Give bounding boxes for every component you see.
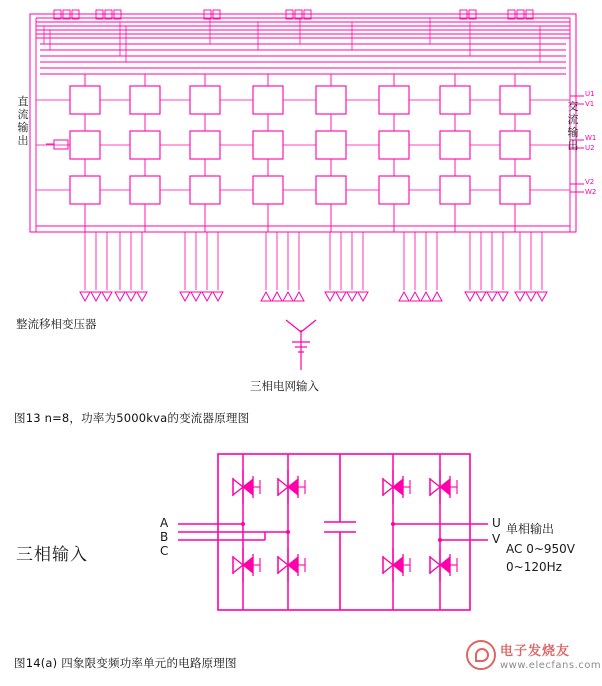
fig13-grid-input-label: 三相电网输入 <box>250 379 319 393</box>
ac-label-char-1: 交 <box>567 100 579 113</box>
watermark <box>466 638 602 682</box>
figure-14-caption: 图14(a) 四象限变频功率单元的电路原理图 <box>14 656 237 670</box>
dc-label-char-3: 输 <box>17 121 29 134</box>
fig13-terminal-v2: V2 <box>585 178 595 186</box>
figure-14-svg <box>0 440 602 640</box>
fig13-ac-output-label <box>566 100 580 152</box>
watermark-logo-icon <box>466 640 496 670</box>
ac-label-char-2: 流 <box>567 113 579 126</box>
dc-label-char-1: 直 <box>17 95 29 108</box>
watermark-text: 电子发烧友 <box>500 644 571 659</box>
ac-label-char-3: 输 <box>567 126 579 139</box>
fig14-phase-b: B <box>160 530 169 544</box>
fig13-terminal-u1: U1 <box>585 90 595 98</box>
fig14-output-title: 单相输出 <box>506 522 555 536</box>
fig14-terminal-u: U <box>492 516 501 530</box>
dc-label-char-2: 流 <box>17 108 29 121</box>
fig14-phase-c: C <box>160 544 169 558</box>
fig14-phase-a: A <box>160 516 169 530</box>
fig13-dc-output-label <box>16 95 30 147</box>
figure-13-caption: 图13 n=8，功率为5000kva的变流器原理图 <box>14 411 250 425</box>
dc-label-char-4: 出 <box>17 134 29 147</box>
fig13-transformer-label: 整流移相变压器 <box>16 317 97 331</box>
fig14-input-title: 三相输入 <box>16 545 88 565</box>
fig13-terminal-w1: W1 <box>585 134 597 142</box>
fig13-terminal-u2: U2 <box>585 144 595 152</box>
fig14-output-spec-2: 0~120Hz <box>506 560 562 574</box>
fig13-terminal-v1: V1 <box>585 100 595 108</box>
ac-label-char-4: 出 <box>567 139 579 152</box>
fig14-terminal-v: V <box>492 532 501 546</box>
fig13-terminal-w2: W2 <box>585 188 597 196</box>
watermark-url: www.elecfans.com <box>500 660 602 671</box>
fig14-output-spec-1: AC 0~950V <box>506 542 575 556</box>
